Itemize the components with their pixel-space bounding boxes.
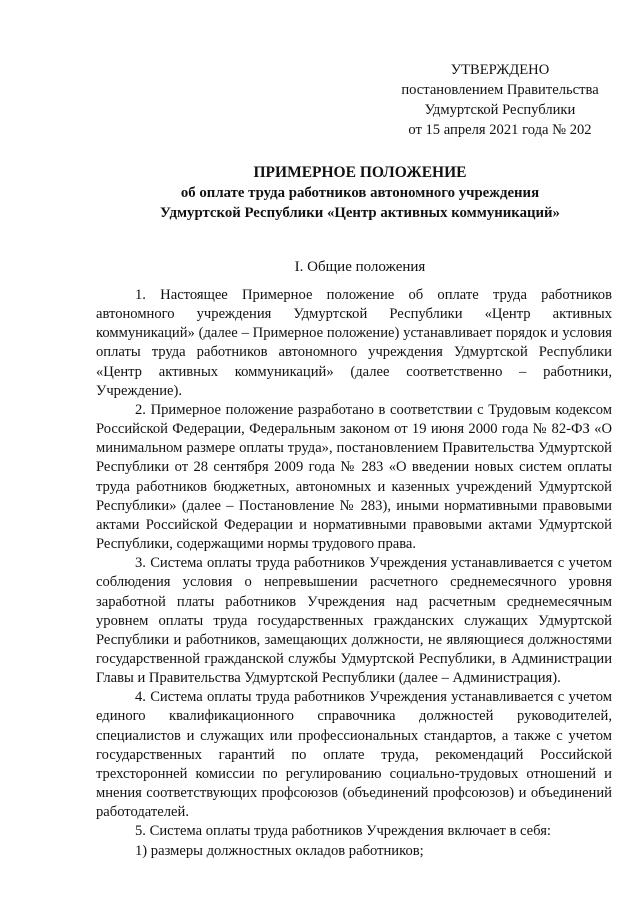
approval-republic: Удмуртской Республики	[424, 102, 576, 118]
approval-stamp	[380, 60, 620, 140]
paragraph-1: 1. Настоящее Примерное положение об оплате труда работников автономного учреждения Удмуртской Республики «Центр активных коммуникаций» (далее – Примерное положение) устанавливает порядок и условия оплаты труда работников автономного учреждения Удмуртской Республики «Центр активных коммуникаций» (далее соответственно – работники, Учреждение).	[96, 287, 612, 399]
paragraph-5: 5. Система оплаты труда работников Учреждения включает в себя:	[135, 823, 551, 840]
paragraph-4: 4. Система оплаты труда работников Учреждения устанавливается с учетом единого квалификационного справочника должностей руководителей, специалистов и служащих или профессиональных стандартов, а также с учетом государственных гарантий по оплате труда, рекомендаций Российской трехсторонней комиссии по регулированию социально-трудовых отношений и мнения соответствующих профсоюзов (объединений профсоюзов) и объединений работодателей.	[96, 689, 612, 821]
paragraph-2: 2. Примерное положение разработано в соответствии с Трудовым кодексом Российской Федерации, Федеральным законом от 19 июня 2000 года № 82-ФЗ «О минимальном размере оплаты труда», постановлением Правительства Удмуртской Республики от 28 сентября 2009 года № 283 «О введении новых систем оплаты труда работников бюджетных, автономных и казенных учреждений Удмуртской Республики» (далее – Постановление № 283), иными нормативными правовыми актами Российской Федерации и нормативными правовыми актами Удмуртской Республики, содержащими нормы трудового права.	[96, 401, 612, 553]
document-body	[96, 286, 612, 861]
list-item-1: 1) размеры должностных окладов работников;	[135, 842, 424, 859]
title-line-2: об оплате труда работников автономного учреждения	[180, 185, 540, 201]
title-line-3: Удмуртской Республики «Центр активных коммуникаций»	[160, 205, 560, 221]
section-heading: I. Общие положения	[294, 259, 426, 275]
title-line-1: ПРИМЕРНОЕ ПОЛОЖЕНИЕ	[253, 164, 467, 181]
paragraph-3: 3. Система оплаты труда работников Учреждения устанавливается с учетом соблюдения условия о непревышении расчетного среднемесячного уровня заработной платы работников Учреждения над расчетным среднемесячным уровнем оплаты труда государственных гражданских служащих Удмуртской Республики и работников, замещающих должности, не являющиеся должностями государственной гражданской службы Удмуртской Республики, в Администрации Главы и Правительства Удмуртской Республики (далее – Администрация).	[96, 555, 612, 687]
approval-date-number: от 15 апреля 2021 года № 202	[408, 122, 592, 138]
approval-resolution: постановлением Правительства	[401, 82, 599, 98]
approval-heading: УТВЕРЖДЕНО	[450, 62, 550, 78]
document-title	[90, 163, 630, 223]
